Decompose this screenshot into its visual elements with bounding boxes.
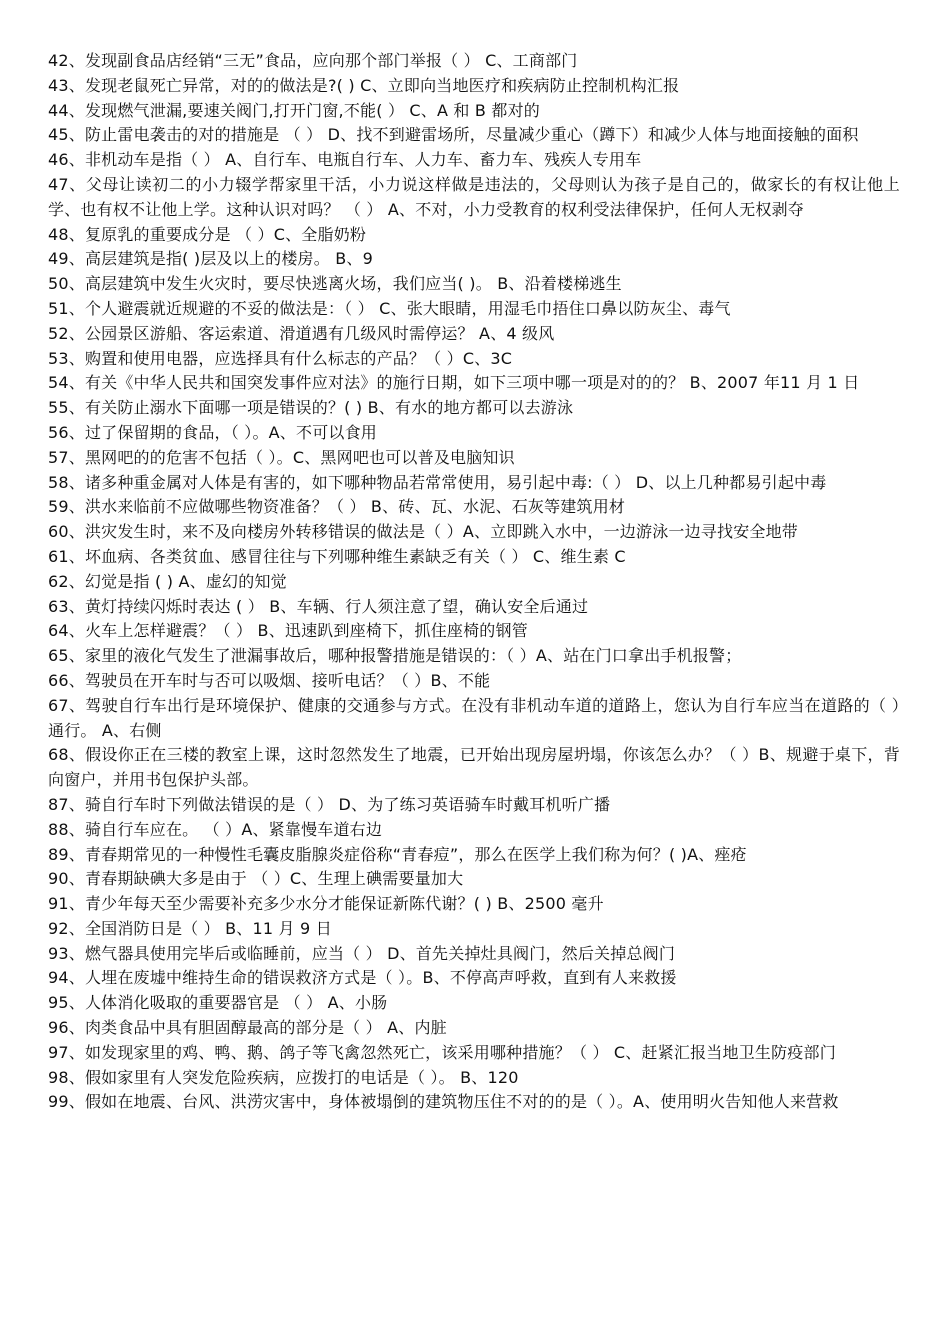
question-63: 63、黄灯持续闪烁时表达 ( ） B、车辆、行人须注意了望，确认安全后通过 [48, 596, 589, 616]
question-52: 52、公园景区游船、客运索道、滑道遇有几级风时需停运？ A、4 级风 [48, 323, 555, 343]
question-91: 91、青少年每天至少需要补充多少水分才能保证新陈代谢？( ) B、2500 毫升 [48, 894, 604, 914]
question-60: 60、洪灾发生时，来不及向楼房外转移错误的做法是（ ）A、立即跳入水中，一边游泳一边寻找安全地带 [48, 522, 798, 542]
question-59: 59、洪水来临前不应做哪些物资准备？（ ） B、砖、瓦、水泥、石灰等建筑用材 [48, 497, 626, 517]
question-45: 45、防止雷电袭击的对的措施是 （ ） D、找不到避雷场所，尽量减少重心（蹲下）和减少人体与地面接触的面积 [48, 125, 859, 145]
question-93: 93、燃气器具使用完毕后或临睡前，应当（ ） D、首先关掉灶具阀门，然后关掉总阀门 [48, 943, 676, 963]
question-47: 47、父母让读初二的小力辍学帮家里干活，小力说这样做是违法的，父母则认为孩子是自己的，做家长的有权让他上学、也有权不让他上学。这种认识对吗？ （ ） A、不对，小力受教育的权利受法律保护，任何人无权剥夺 [48, 174, 900, 219]
question-67: 67、驾驶自行车出行是环境保护、健康的交通参与方式。在没有非机动车道的道路上，您认为自行车应当在道路的（ ）通行。 A、右侧 [48, 695, 900, 740]
question-96: 96、肉类食品中具有胆固醇最高的部分是（ ） A、内脏 [48, 1018, 447, 1038]
document-page [48, 49, 900, 1115]
question-97: 97、如发现家里的鸡、鸭、鹅、鸽子等飞禽忽然死亡，该采用哪种措施？（ ） C、赶紧汇报当地卫生防疫部门 [48, 1042, 836, 1062]
question-68: 68、假设你正在三楼的教室上课，这时忽然发生了地震，已开始出现房屋坍塌，你该怎么办？（ ）B、规避于桌下，背向窗户，并用书包保护头部。 [48, 745, 900, 790]
question-46: 46、非机动车是指（ ） A、自行车、电瓶自行车、人力车、畜力车、残疾人专用车 [48, 150, 642, 170]
question-43: 43、发现老鼠死亡异常，对的的做法是?( ) C、立即向当地医疗和疾病防止控制机构汇报 [48, 75, 680, 95]
question-53: 53、购置和使用电器，应选择具有什么标志的产品？（ ）C、3C [48, 348, 513, 368]
question-62: 62、幻觉是指 ( ) A、虚幻的知觉 [48, 571, 287, 591]
question-98: 98、假如家里有人突发危险疾病，应拨打的电话是（ ）。 B、120 [48, 1067, 519, 1087]
question-66: 66、驾驶员在开车时与否可以吸烟、接听电话？（ ）B、不能 [48, 670, 491, 690]
question-54: 54、有关《中华人民共和国突发事件应对法》的施行日期，如下三项中哪一项是对的的？ B、2007 年11 月 1 日 [48, 373, 860, 393]
question-42: 42、发现副食品店经销“三无”食品，应向那个部门举报（ ） C、工商部门 [48, 51, 578, 70]
question-50: 50、高层建筑中发生火灾时，要尽快逃离火场，我们应当( )。 B、沿着楼梯逃生 [48, 274, 622, 294]
question-99: 99、假如在地震、台风、洪涝灾害中，身体被塌倒的建筑物压住不对的的是（ ）。A、使用明火告知他人来营救 [48, 1092, 839, 1112]
question-92: 92、全国消防日是（ ） B、11 月 9 日 [48, 918, 332, 938]
question-55: 55、有关防止溺水下面哪一项是错误的？( ) B、有水的地方都可以去游泳 [48, 398, 574, 418]
question-58: 58、诸多种重金属对人体是有害的，如下哪种物品若常常使用，易引起中毒:（ ） D、以上几种都易引起中毒 [48, 472, 827, 492]
question-56: 56、过了保留期的食品，（ ）。A、不可以食用 [48, 422, 377, 442]
question-57: 57、黑网吧的的危害不包括（ ）。C、黑网吧也可以普及电脑知识 [48, 447, 515, 467]
question-89: 89、青春期常见的一种慢性毛囊皮脂腺炎症俗称“青春痘”，那么在医学上我们称为何？( )A、痤疮 [48, 844, 747, 864]
question-94: 94、人埋在废墟中维持生命的错误救济方式是（ ）。B、不停高声呼救，直到有人来救援 [48, 968, 677, 988]
question-87: 87、骑自行车时下列做法错误的是（ ） D、为了练习英语骑车时戴耳机听广播 [48, 794, 611, 814]
question-64: 64、火车上怎样避震？（ ） B、迅速趴到座椅下，抓住座椅的钢管 [48, 621, 528, 641]
question-49: 49、高层建筑是指( )层及以上的楼房。 B、9 [48, 249, 373, 269]
question-65: 65、家里的液化气发生了泄漏事故后，哪种报警措施是错误的：（ ）A、站在门口拿出手机报警； [48, 646, 742, 666]
question-61: 61、坏血病、各类贫血、感冒往往与下列哪种维生素缺乏有关（ ） C、维生素 C [48, 546, 626, 566]
question-88: 88、骑自行车应在。 （ ）A、紧靠慢车道右边 [48, 819, 383, 839]
question-44: 44、发现燃气泄漏,要速关阀门,打开门窗,不能( ） C、A 和 B 都对的 [48, 100, 540, 120]
question-51: 51、个人避震就近规避的不妥的做法是：（ ） C、张大眼睛，用湿毛巾捂住口鼻以防灰尘、毒气 [48, 298, 731, 318]
question-90: 90、青春期缺碘大多是由于 （ ）C、生理上碘需要量加大 [48, 869, 464, 889]
question-95: 95、人体消化吸取的重要器官是 （ ） A、小肠 [48, 993, 388, 1013]
question-48: 48、复原乳的重要成分是 （ ）C、全脂奶粉 [48, 224, 367, 244]
